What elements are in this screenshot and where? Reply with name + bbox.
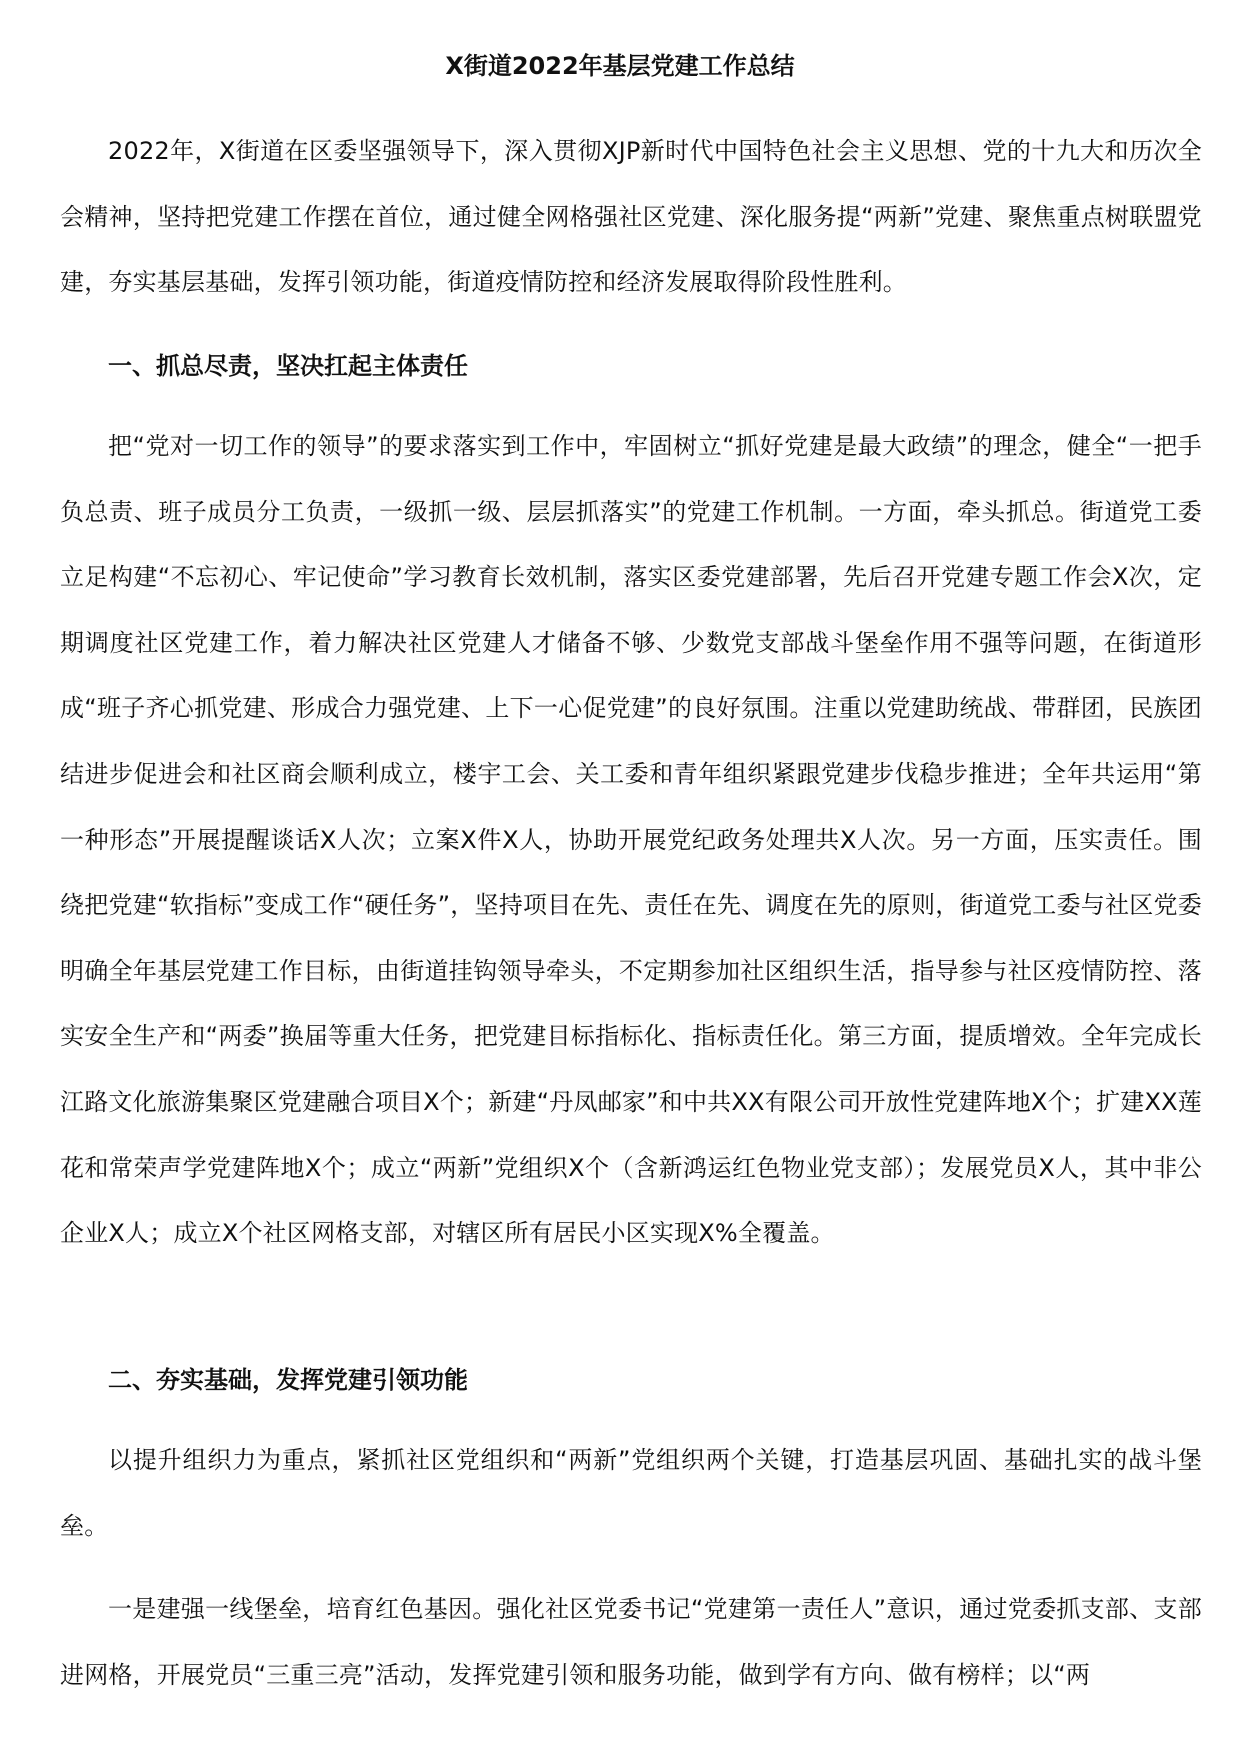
document-title: X街道2022年基层党建工作总结: [445, 52, 795, 80]
section-1-paragraph: 把“党对一切工作的领导”的要求落实到工作中，牢固树立“抓好党建是最大政绩”的理念，健全“一把手负总责、班子成员分工负责，一级抓一级、层层抓落实”的党建工作机制。一方面，牵头抓总。街道党工委立足构建“不忘初心、牢记使命”学习教育长效机制，落实区委党建部署，先后召开党建专题工作会X次，定期调度社区党建工作，着力解决社区党建人才储备不够、少数党支部战斗堡垒作用不强等问题，在街道形成“班子齐心抓党建、形成合力强党建、上下一心促党建”的良好氛围。注重以党建助统战、带群团，民族团结进步促进会和社区商会顺利成立，楼宇工会、关工委和青年组织紧跟党建步伐稳步推进；全年共运用“第一种形态”开展提醒谈话X人次；立案X件X人，协助开展党纪政务处理共X人次。另一方面，压实责任。围绕把党建“软指标”变成工作“硬任务”，坚持项目在先、责任在先、调度在先的原则，街道党工委与社区党委明确全年基层党建工作目标，由街道挂钩领导牵头，不定期参加社区组织生活，指导参与社区疫情防控、落实安全生产和“两委”换届等重大任务，把党建目标指标化、指标责任化。第三方面，提质增效。全年完成长江路文化旅游集聚区党建融合项目X个；新建“丹凤邮家”和中共XX有限公司开放性党建阵地X个；扩建XX莲花和常荣声学党建阵地X个；成立“两新”党组织X个（含新鸿运红色物业党支部）；发展党员X人，其中非公企业X人；成立X个社区网格支部，对辖区所有居民小区实现X%全覆盖。: [60, 432, 1202, 1248]
section-2-heading: 二、夯实基础，发挥党建引领功能: [108, 1366, 468, 1394]
section-2-paragraph: 以提升组织力为重点，紧抓社区党组织和“两新”党组织两个关键，打造基层巩固、基础扎实的战斗堡垒。: [60, 1446, 1202, 1540]
section-2-item-1-paragraph: 一是建强一线堡垒，培育红色基因。强化社区党委书记“党建第一责任人”意识，通过党委抓支部、支部进网格，开展党员“三重三亮”活动，发挥党建引领和服务功能，做到学有方向、做有榜样；以“两: [60, 1595, 1202, 1689]
section-1-heading: 一、抓总尽责，坚决扛起主体责任: [108, 352, 468, 380]
intro-paragraph: 2022年，X街道在区委坚强领导下，深入贯彻XJP新时代中国特色社会主义思想、党的十九大和历次全会精神，坚持把党建工作摆在首位，通过健全网格强社区党建、深化服务提“两新”党建、聚焦重点树联盟党建，夯实基层基础，发挥引领功能，街道疫情防控和经济发展取得阶段性胜利。: [60, 137, 1202, 297]
